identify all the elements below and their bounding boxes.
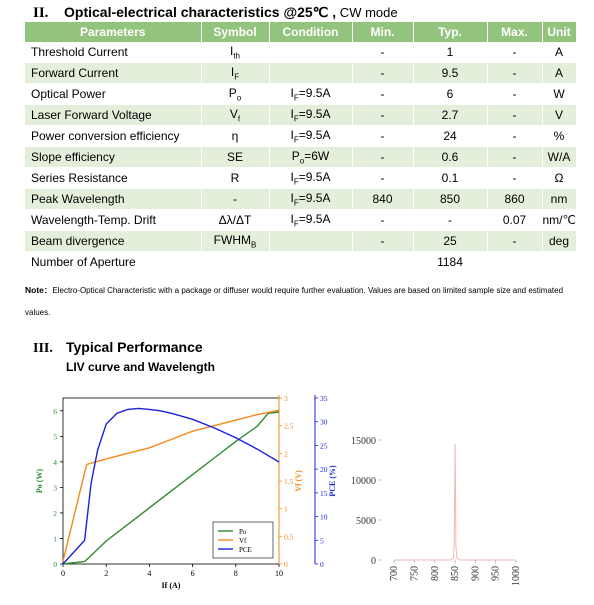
cell-symbol: $I_{th}$ [201,42,269,63]
cell-max: - [487,84,542,105]
characteristics-table [25,22,577,273]
cell-param: Series Resistance [25,168,201,189]
po-tick-label: 5 [53,432,57,442]
cell-min: - [352,42,413,63]
spectrum-y-tick-label: 15000 [351,436,376,447]
cell-condition: $I_F=9.5A$ [269,126,352,147]
cell-min: - [352,63,413,84]
cell-min: - [352,231,413,252]
cell-min: - [352,105,413,126]
pce-tick-label: 35 [320,394,328,403]
header-unit: Unit [542,22,576,42]
header-typ: Typ. [413,22,487,42]
cell-typ: 850 [413,189,487,210]
table-header-row [25,22,576,42]
po-tick-label: 0 [53,560,57,569]
po-tick-label: 1 [53,534,57,544]
section-3-subtitle: LIV curve and Wavelength [66,360,215,374]
table-row [25,84,576,105]
legend-label-pce: PCE [239,546,252,554]
header-min: Min. [352,22,413,42]
table-row [25,168,576,189]
cell-condition: $I_F=9.5A$ [269,189,352,210]
spectrum-x-tick-label: 800 [429,566,441,581]
cell-min: - [352,84,413,105]
spectrum-y-tick-label: 5000 [356,516,376,527]
legend-label-po: Po [239,528,247,536]
table-row [25,126,576,147]
cell-condition: $I_F=9.5A$ [269,84,352,105]
section-2-title: Optical-electrical characteristics @25℃ , [64,4,337,20]
x-tick-label: 0 [61,569,65,578]
cell-typ: 1184 [413,252,487,273]
cell-typ: 1 [413,42,487,63]
table-note [25,279,577,324]
cell-typ: 6 [413,84,487,105]
cell-symbol: $I_F$ [201,63,269,84]
pce-tick-label: 15 [320,488,328,498]
spectrum-x-tick-label: 750 [409,566,421,581]
cell-condition [269,42,352,63]
header-condition: Condition [269,22,352,42]
cell-param: Power conversion efficiency [25,126,201,147]
cell-unit [542,252,576,273]
header-symbol: Symbol [201,22,269,42]
table-row [25,105,576,126]
table-row [25,147,576,168]
cell-symbol: $V_f$ [201,105,269,126]
pce-tick-label: 25 [320,441,328,451]
x-tick-label: 6 [190,569,195,578]
vf-tick-label: 0 [284,560,288,569]
cell-unit: A [542,63,576,84]
table-row [25,63,576,84]
liv-chart [30,388,337,593]
vf-axis-label: Vf (V) [294,470,303,492]
cell-min [352,252,413,273]
cell-max: - [487,42,542,63]
cell-symbol: R [201,168,269,189]
po-tick-label: 3 [53,483,57,493]
note-text: Electro-Optical Characteristic with a package or diffuser would require further evaluation. Values are based on limited sample size and estimated values. [25,286,564,317]
cell-typ: 0.6 [413,147,487,168]
cell-param: Optical Power [25,84,201,105]
header-parameters: Parameters [25,22,201,42]
wavelength-chart [330,430,530,590]
x-tick-label: 10 [275,569,283,578]
cell-param: Forward Current [25,63,201,84]
pce-axis-label: PCE (%) [328,465,337,497]
vf-tick-label: 0.5 [284,532,294,542]
pce-tick-label: 5 [320,536,324,546]
cell-max: - [487,147,542,168]
legend-label-vf: Vf [239,537,247,545]
table-row [25,231,576,252]
pce-tick-label: 20 [320,465,328,475]
section-3-heading [33,339,203,357]
pce-tick-label: 30 [320,417,328,427]
table-row [25,252,576,273]
cell-condition: $P_o=6W$ [269,147,352,168]
cell-symbol: SE [201,147,269,168]
cell-param: Slope efficiency [25,147,201,168]
vf-tick-label: 3 [284,394,288,403]
spectrum-y-tick-label: 10000 [351,476,376,487]
cell-unit: W [542,84,576,105]
cell-min: - [352,168,413,189]
spectrum-x-tick-label: 1000 [510,566,522,586]
cell-unit: W/A [542,147,576,168]
cell-condition [269,252,352,273]
cell-typ: 2.7 [413,105,487,126]
cell-condition [269,63,352,84]
header-max: Max. [487,22,542,42]
cell-typ: 25 [413,231,487,252]
spectrum-line [394,444,516,560]
cell-param: Wavelength-Temp. Drift [25,210,201,231]
cell-max: - [487,231,542,252]
table-row [25,189,576,210]
cell-symbol: $P_o$ [201,84,269,105]
note-label: Note： [25,285,53,295]
cell-min: - [352,210,413,231]
section-2-mode: CW mode [336,5,398,20]
cell-typ: 9.5 [413,63,487,84]
x-axis-label: If (A) [161,581,181,590]
spectrum-x-tick-label: 900 [470,566,482,581]
vf-tick-label: 2.5 [284,421,294,431]
spectrum-x-tick-label: 700 [389,566,401,581]
po-tick-label: 2 [53,508,57,518]
cell-max: - [487,105,542,126]
cell-max [487,252,542,273]
cell-param: Laser Forward Voltage [25,105,201,126]
pce-tick-label: 10 [320,512,328,522]
pce-tick-label: 0 [320,560,324,569]
cell-condition [269,231,352,252]
cell-max: 860 [487,189,542,210]
section-3-title: Typical Performance [66,339,203,355]
cell-max: 0.07 [487,210,542,231]
cell-min: - [352,147,413,168]
cell-param: Beam divergence [25,231,201,252]
table-row [25,42,576,63]
cell-unit: nm/℃ [542,210,576,231]
cell-typ: 0.1 [413,168,487,189]
cell-condition: $I_F=9.5A$ [269,105,352,126]
spectrum-y-tick-label: 0 [371,556,376,567]
cell-param: Threshold Current [25,42,201,63]
x-tick-label: 4 [147,569,152,578]
cell-unit: deg [542,231,576,252]
table-row [25,210,576,231]
cell-typ: - [413,210,487,231]
cell-symbol: η [201,126,269,147]
vf-tick-label: 1.5 [284,477,294,486]
cell-unit: Ω [542,168,576,189]
cell-max: - [487,168,542,189]
cell-symbol: - [201,189,269,210]
section-2-number: II. [33,5,49,21]
section-3-number: III. [33,341,53,356]
cell-symbol: Δλ/ΔT [201,210,269,231]
section-2-heading [33,4,398,22]
po-tick-label: 6 [53,406,57,416]
cell-typ: 24 [413,126,487,147]
cell-unit: % [542,126,576,147]
vf-tick-label: 2 [284,449,288,459]
cell-param: Number of Aperture [25,252,201,273]
cell-min: - [352,126,413,147]
cell-param: Peak Wavelength [25,189,201,210]
po-tick-label: 4 [53,457,57,467]
cell-unit: A [542,42,576,63]
cell-unit: V [542,105,576,126]
cell-max: - [487,63,542,84]
vf-tick-label: 1 [284,504,288,514]
x-tick-label: 8 [233,569,238,578]
spectrum-x-tick-label: 850 [450,566,462,581]
cell-max: - [487,126,542,147]
po-axis-label: Po (W) [35,468,44,494]
cell-condition: $I_F=9.5A$ [269,168,352,189]
cell-symbol [201,252,269,273]
cell-condition: $I_F=9.5A$ [269,210,352,231]
cell-unit: nm [542,189,576,210]
x-tick-label: 2 [104,569,109,578]
cell-min: 840 [352,189,413,210]
cell-symbol: $FWHM_B$ [201,231,269,252]
spectrum-x-tick-label: 950 [490,566,502,581]
